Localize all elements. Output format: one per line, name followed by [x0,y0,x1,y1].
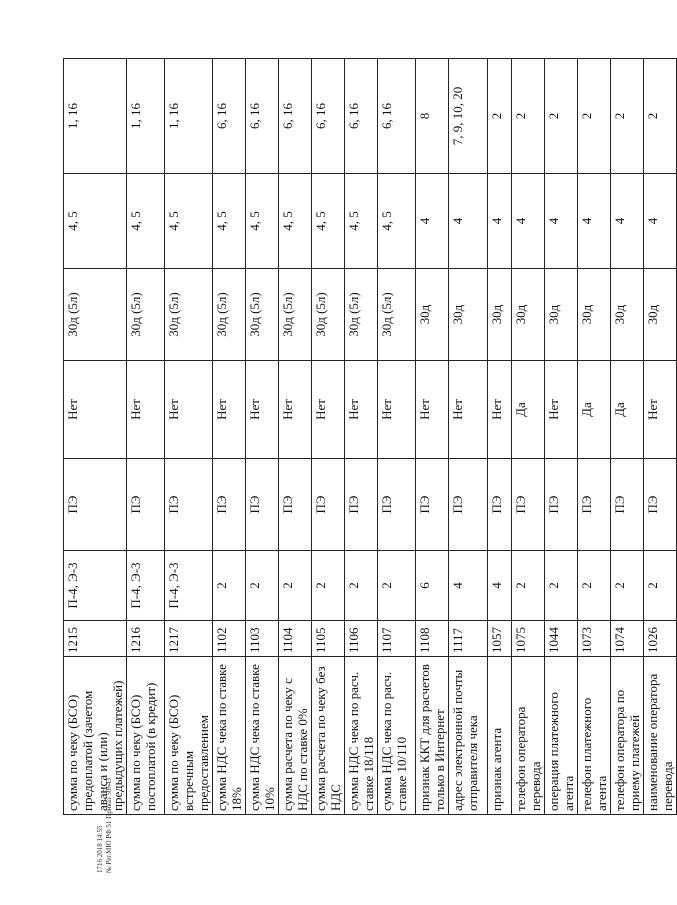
cell-ref: 2 [512,59,545,174]
cell-tag: 1108 [416,621,449,657]
cell-form: ПЭ [127,459,165,551]
table-row [213,59,246,815]
cell-ref: 8 [416,59,449,174]
cell-ref: 6, 16 [378,59,416,174]
table-row [127,59,165,815]
table-row [378,59,416,815]
cell-format: 2 [246,551,279,621]
table-row [644,59,677,815]
cell-tag: 1073 [578,621,611,657]
cell-mode: 4, 5 [279,174,312,269]
table-row [416,59,449,815]
cell-format: 2 [312,551,345,621]
cell-format: П-4, Э-3 [64,551,127,621]
cell-form: ПЭ [488,459,512,551]
cell-mode: 4, 5 [64,174,127,269]
cell-mode: 4, 5 [246,174,279,269]
cell-form: ПЭ [449,459,488,551]
cell-form: ПЭ [345,459,378,551]
cell-tag: 1057 [488,621,512,657]
cell-rule: Нет [64,361,127,459]
cell-mode: 4 [449,174,488,269]
table-row [449,59,488,815]
cell-ffd: 30д [644,269,677,361]
cell-rule: Нет [213,361,246,459]
cell-form: ПЭ [312,459,345,551]
cell-mode: 4, 5 [378,174,416,269]
table-row [345,59,378,815]
cell-ref: 2 [578,59,611,174]
cell-form: ПЭ [213,459,246,551]
cell-ffd: 30д [488,269,512,361]
cell-rule: Нет [416,361,449,459]
cell-ffd: 30д [611,269,644,361]
cell-rule: Нет [165,361,213,459]
table-row [545,59,578,815]
cell-ffd: 30д (5л) [64,269,127,361]
cell-rule: Да [512,361,545,459]
cell-form: ПЭ [165,459,213,551]
cell-format: 2 [611,551,644,621]
cell-tag: 1044 [545,621,578,657]
cell-format: П-4, Э-3 [165,551,213,621]
cell-rule: Нет [246,361,279,459]
table-row [64,59,127,815]
cell-format: 2 [578,551,611,621]
cell-tag: 1216 [127,621,165,657]
cell-form: ПЭ [611,459,644,551]
cell-rule: Нет [127,361,165,459]
cell-form: ПЭ [578,459,611,551]
cell-rule: Нет [345,361,378,459]
cell-ref: 6, 16 [213,59,246,174]
table-row [312,59,345,815]
cell-rule: Нет [644,361,677,459]
cell-mode: 4, 5 [312,174,345,269]
cell-mode: 4 [578,174,611,269]
cell-mode: 4 [416,174,449,269]
cell-rule: Нет [312,361,345,459]
cell-ref: 6, 16 [279,59,312,174]
cell-ref: 2 [644,59,677,174]
cell-mode: 4 [488,174,512,269]
registration-note-line2: № Рег.МЮ РФ 51 Приказ 50643 [105,778,113,873]
cell-ffd: 30д (5л) [312,269,345,361]
cell-name: наименование оператора перевода [644,657,677,815]
cell-name: адрес электронной почты отправителя чека [449,657,488,815]
requisites-table [63,58,677,815]
cell-format: 2 [644,551,677,621]
cell-ref: 1, 16 [127,59,165,174]
cell-format: 2 [378,551,416,621]
cell-format: 2 [213,551,246,621]
cell-format: 4 [488,551,512,621]
cell-name: сумма НДС чека по расч. ставке 10/110 [378,657,416,815]
cell-mode: 4, 5 [127,174,165,269]
cell-ref: 2 [488,59,512,174]
cell-format: 2 [545,551,578,621]
cell-rule: Нет [378,361,416,459]
cell-ref: 7, 9, 10, 20 [449,59,488,174]
cell-ffd: 30д [416,269,449,361]
cell-format: 6 [416,551,449,621]
table-row [246,59,279,815]
table-row [279,59,312,815]
cell-format: П-4, Э-3 [127,551,165,621]
cell-mode: 4 [644,174,677,269]
cell-ffd: 30д [449,269,488,361]
cell-name: операция платежного агента [545,657,578,815]
cell-tag: 1102 [213,621,246,657]
cell-name: телефон оператора по приему платежей [611,657,644,815]
cell-name: сумма по чеку (БСО) предоплатой (зачетом аванса и (или) предыдущих платежей) [64,657,127,815]
cell-format: 2 [345,551,378,621]
cell-mode: 4, 5 [345,174,378,269]
cell-form: ПЭ [64,459,127,551]
cell-name: телефон платежного агента [578,657,611,815]
cell-ffd: 30д [512,269,545,361]
cell-tag: 1106 [345,621,378,657]
cell-ffd: 30д (5л) [345,269,378,361]
cell-rule: Нет [279,361,312,459]
cell-name: признак агента [488,657,512,815]
cell-mode: 4, 5 [165,174,213,269]
cell-ffd: 30д (5л) [165,269,213,361]
cell-rule: Нет [488,361,512,459]
cell-mode: 4, 5 [213,174,246,269]
table-row [512,59,545,815]
table-row [611,59,644,815]
cell-tag: 1215 [64,621,127,657]
cell-mode: 4 [512,174,545,269]
cell-mode: 4 [545,174,578,269]
cell-ffd: 30д (5л) [127,269,165,361]
cell-ref: 1, 16 [165,59,213,174]
cell-name: сумма расчета по чеку без НДС [312,657,345,815]
cell-name: сумма по чеку (БСО) встречным предоставлением [165,657,213,815]
cell-tag: 1103 [246,621,279,657]
cell-rule: Нет [449,361,488,459]
cell-name: сумма расчета по чеку с НДС по ставке 0% [279,657,312,815]
cell-format: 2 [512,551,545,621]
cell-form: ПЭ [279,459,312,551]
cell-tag: 1075 [512,621,545,657]
cell-tag: 1026 [644,621,677,657]
cell-ref: 6, 16 [312,59,345,174]
cell-ffd: 30д [578,269,611,361]
cell-tag: 1217 [165,621,213,657]
table-row [488,59,512,815]
cell-mode: 4 [611,174,644,269]
cell-ref: 6, 16 [246,59,279,174]
cell-ffd: 30д (5л) [279,269,312,361]
registration-note-line1: 1716 2018 14:55 [96,825,104,873]
cell-rule: Да [611,361,644,459]
cell-form: ПЭ [644,459,677,551]
cell-name: сумма НДС чека по расч. ставке 18/118 [345,657,378,815]
table-row [165,59,213,815]
cell-tag: 1105 [312,621,345,657]
cell-rule: Да [578,361,611,459]
cell-tag: 1074 [611,621,644,657]
cell-format: 2 [279,551,312,621]
cell-form: ПЭ [512,459,545,551]
cell-ffd: 30д (5л) [213,269,246,361]
cell-form: ПЭ [545,459,578,551]
cell-ref: 1, 16 [64,59,127,174]
cell-name: сумма по чеку (БСО) постоплатой (в кредит) [127,657,165,815]
cell-name: сумма НДС чека по ставке 18% [213,657,246,815]
cell-form: ПЭ [378,459,416,551]
cell-name: сумма НДС чека по ставке 10% [246,657,279,815]
cell-format: 4 [449,551,488,621]
cell-name: телефон оператора перевода [512,657,545,815]
cell-ref: 2 [545,59,578,174]
cell-tag: 1104 [279,621,312,657]
cell-tag: 1117 [449,621,488,657]
cell-name: признак ККТ для расчетов только в Интернет [416,657,449,815]
table-row [578,59,611,815]
cell-ref: 2 [611,59,644,174]
cell-ffd: 30д [545,269,578,361]
cell-ref: 6, 16 [345,59,378,174]
cell-form: ПЭ [246,459,279,551]
cell-tag: 1107 [378,621,416,657]
cell-rule: Нет [545,361,578,459]
cell-ffd: 30д (5л) [246,269,279,361]
cell-form: ПЭ [416,459,449,551]
cell-ffd: 30д (5л) [378,269,416,361]
